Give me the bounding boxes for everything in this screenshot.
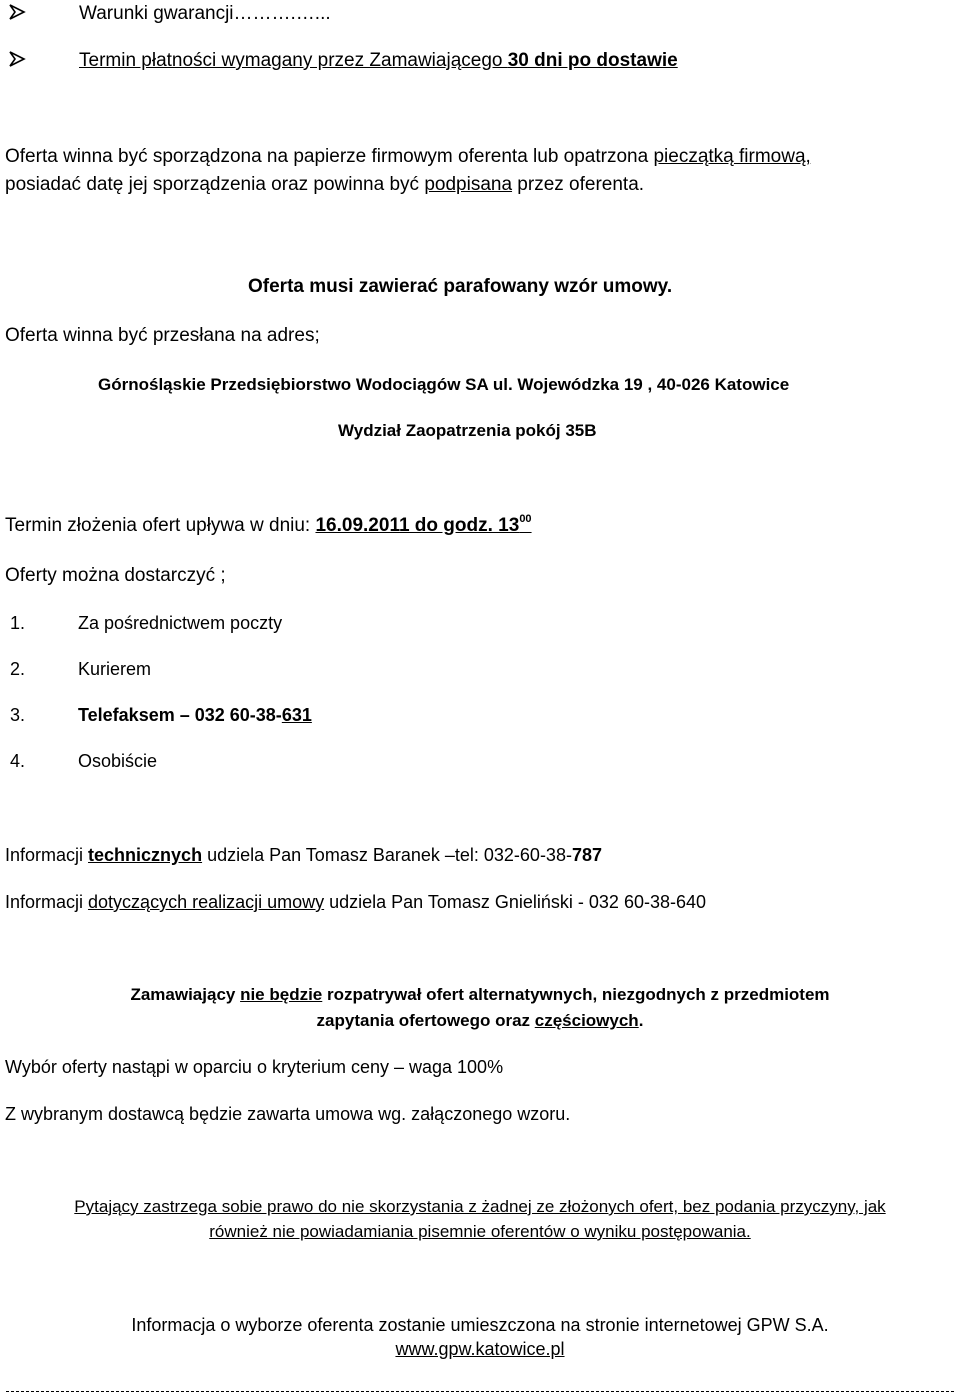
delivery-item-3: 3. Telefaksem – 032 60-38-631: [10, 705, 312, 725]
department-line: Wydział Zaopatrzenia pokój 35B: [338, 421, 597, 440]
offer-paper-line-2: posiadać datę jej sporządzenia oraz powinna być podpisana przez oferenta.: [5, 174, 645, 195]
delivery-item-1: 1. Za pośrednictwem poczty: [10, 613, 283, 633]
address-intro: Oferta winna być przesłana na adres;: [5, 325, 320, 346]
alternatives-line-1: Zamawiający nie będzie rozpatrywał ofert alternatywnych, niezgodnych z przedmiotem: [130, 985, 830, 1004]
contract-note: Z wybranym dostawcą będzie zawarta umowa wg. załączonego wzoru.: [5, 1104, 571, 1124]
reservation-line-2: również nie powiadamiania pisemnie oferentów o wyniku postępowania.: [209, 1222, 751, 1241]
publication-line-1: Informacja o wyborze oferenta zostanie umieszczona na stronie internetowej GPW S.A.: [131, 1315, 829, 1335]
delivery-title: Oferty można dostarczyć ;: [5, 565, 226, 586]
delivery-item-4: 4. Osobiście: [10, 751, 158, 771]
info-realization: Informacji dotyczących realizacji umowy udziela Pan Tomasz Gnieliński - 032 60-38-640: [5, 892, 707, 912]
offer-paper-line-1: Oferta winna być sporządzona na papierze firmowym oferenta lub opatrzona pieczątką firmową,: [5, 146, 811, 167]
info-technical: Informacji technicznych udziela Pan Tomasz Baranek –tel: 032-60-38-787: [5, 845, 602, 865]
payment-text: Termin płatności wymagany przez Zamawiającego 30 dni po dostawie: [79, 50, 678, 71]
address-line: Górnośląskie Przedsiębiorstwo Wodociągów SA ul. Wojewódzka 19 , 40-026 Katowice: [98, 375, 790, 394]
delivery-item-2: 2. Kurierem: [10, 659, 152, 679]
website-link[interactable]: www.gpw.katowice.pl: [395, 1339, 565, 1359]
reservation-line-1: Pytający zastrzega sobie prawo do nie skorzystania z żadnej ze złożonych ofert, bez podania przyczyny, jak: [74, 1197, 886, 1216]
warranty-text: Warunki gwarancji……….…...: [79, 3, 331, 24]
page-bottom-divider: [6, 1391, 954, 1392]
parafowany-note: Oferta musi zawierać parafowany wzór umowy.: [248, 276, 673, 297]
arrow-bullet-icon: [8, 50, 28, 74]
choice-criterion: Wybór oferty nastąpi w oparciu o kryterium ceny – waga 100%: [5, 1057, 504, 1077]
alternatives-line-2: zapytania ofertowego oraz częściowych.: [316, 1011, 644, 1030]
deadline-line: Termin złożenia ofert upływa w dniu: 16.09.2011 do godz. $13^{00}$: [5, 513, 532, 536]
arrow-bullet-icon: [8, 3, 28, 27]
